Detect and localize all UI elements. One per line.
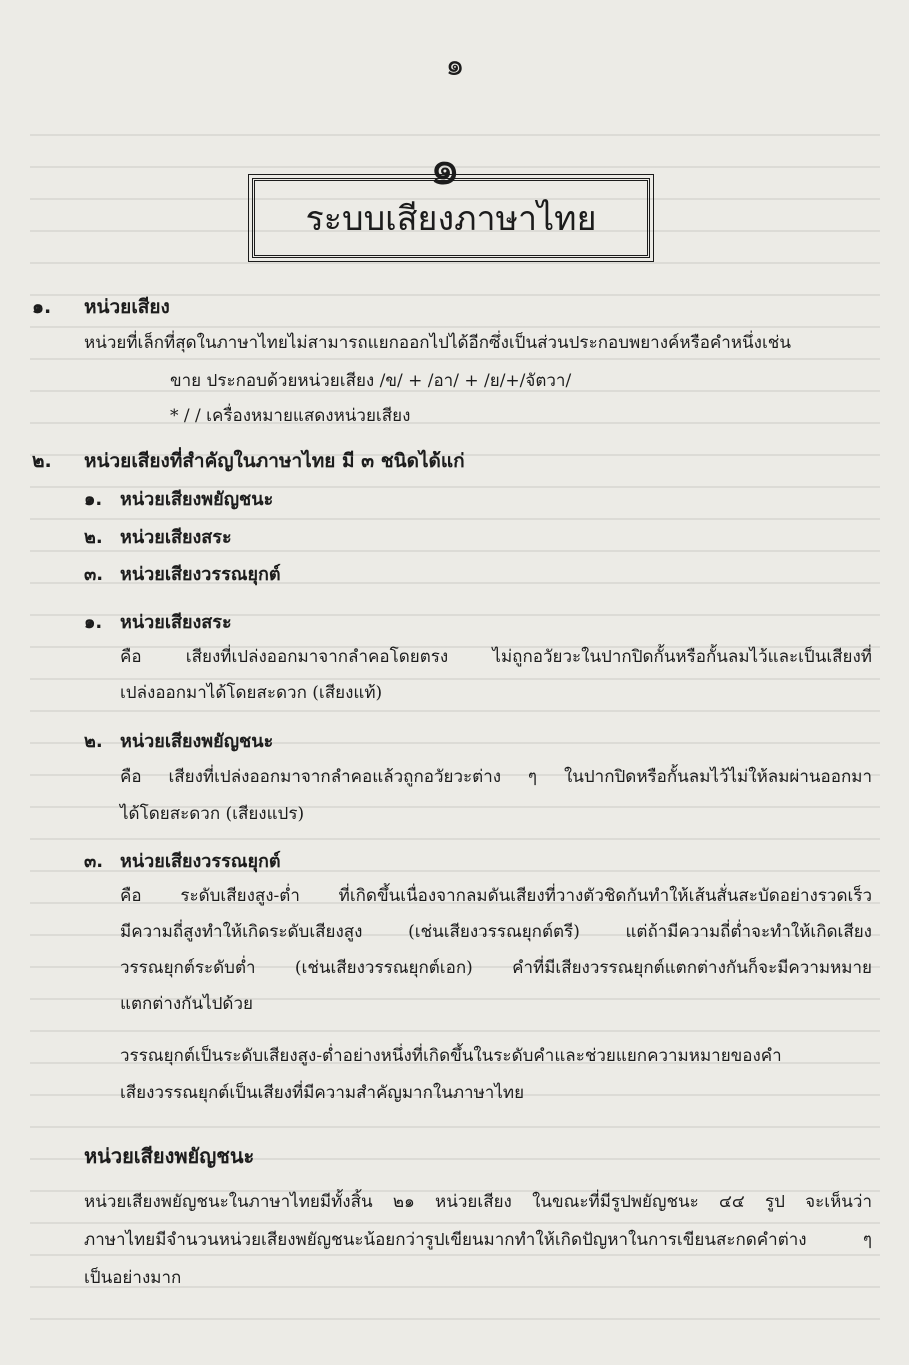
chapter-number: ๑: [429, 138, 461, 196]
section-3-heading: หน่วยเสียงพยัญชนะ: [84, 1144, 255, 1168]
page-number: ๑: [445, 48, 465, 83]
section-1-title: หน่วยเสียง: [84, 296, 170, 318]
chapter-title-box: [252, 178, 650, 258]
section-1-example: ขาย ประกอบด้วยหน่วยเสียง /ข/ + /อา/ + /ย/+/จัตวา/: [170, 371, 572, 391]
list-item: ๓. หน่วยเสียงวรรณยุกต์: [84, 564, 281, 585]
section-1-number: ๑.: [32, 296, 52, 318]
list-item: ๒. หน่วยเสียงสระ: [84, 527, 232, 548]
section-2-title: หน่วยเสียงที่สำคัญในภาษาไทย มี ๓ ชนิดได้แก่: [84, 450, 465, 472]
tone-definition-line-1: คือ ระดับเสียงสูง-ต่ำ ที่เกิดขึ้นเนื่องจากลมดันเสียงที่วางตัวชิดกันทำให้เส้นสั่นสะบัดอย่างรวดเร็ว: [120, 886, 872, 906]
section-1-note: * / / เครื่องหมายแสดงหน่วยเสียง: [170, 406, 411, 426]
section-3-line-3: เป็นอย่างมาก: [84, 1268, 182, 1288]
consonant-heading: ๒. หน่วยเสียงพยัญชนะ: [84, 731, 274, 752]
tone-definition-line-3: วรรณยุกต์ระดับต่ำ (เช่นเสียงวรรณยุกต์เอก) คำที่มีเสียงวรรณยุกต์แตกต่างกันก็จะมีความหมาย: [120, 958, 872, 978]
section-2-heading: [32, 446, 465, 476]
section-1-heading: [32, 292, 170, 322]
consonant-definition-line-2: ได้โดยสะดวก (เสียงแปร): [120, 804, 305, 824]
vowel-definition-line-1: คือ เสียงที่เปล่งออกมาจากลำคอโดยตรง ไม่ถูกอวัยวะในปากปิดกั้นหรือกั้นลมไว้และเป็นเสียงที่: [120, 647, 872, 667]
vowel-heading: ๑. หน่วยเสียงสระ: [84, 612, 232, 633]
section-1-definition: หน่วยที่เล็กที่สุดในภาษาไทยไม่สามารถแยกออกไปได้อีกซึ่งเป็นส่วนประกอบพยางค์หรือคำหนึ่งเช่น: [84, 333, 791, 353]
tone-paragraph-2-line-1: วรรณยุกต์เป็นระดับเสียงสูง-ต่ำอย่างหนึ่งที่เกิดขึ้นในระดับคำและช่วยแยกความหมายของคำ: [120, 1046, 782, 1066]
tone-heading: ๓. หน่วยเสียงวรรณยุกต์: [84, 851, 281, 872]
section-3-line-1: หน่วยเสียงพยัญชนะในภาษาไทยมีทั้งสิ้น ๒๑ หน่วยเสียง ในขณะที่มีรูปพยัญชนะ ๔๔ รูป จะเห็นว่า: [84, 1192, 872, 1212]
section-3-line-2: ภาษาไทยมีจำนวนหน่วยเสียงพยัญชนะน้อยกว่ารูปเขียนมากทำให้เกิดปัญหาในการเขียนสะกดคำต่าง ๆ: [84, 1230, 872, 1250]
chapter-title: ระบบเสียงภาษาไทย: [305, 199, 597, 239]
consonant-definition-line-1: คือ เสียงที่เปล่งออกมาจากลำคอแล้วถูกอวัยวะต่าง ๆ ในปากปิดหรือกั้นลมไว้ไม่ให้ลมผ่านออกมา: [120, 767, 872, 787]
list-item: ๑. หน่วยเสียงพยัญชนะ: [84, 489, 274, 510]
vowel-definition-line-2: เปล่งออกมาได้โดยสะดวก (เสียงแท้): [120, 683, 383, 703]
tone-definition-line-2: มีความถี่สูงทำให้เกิดระดับเสียงสูง (เช่นเสียงวรรณยุกต์ตรี) แต่ถ้ามีความถี่ต่ำจะทำให้เกิดเสียง: [120, 922, 872, 942]
section-2-number: ๒.: [32, 450, 52, 472]
tone-paragraph-2-line-2: เสียงวรรณยุกต์เป็นเสียงที่มีความสำคัญมากในภาษาไทย: [120, 1083, 525, 1103]
tone-definition-line-4: แตกต่างกันไปด้วย: [120, 994, 253, 1014]
